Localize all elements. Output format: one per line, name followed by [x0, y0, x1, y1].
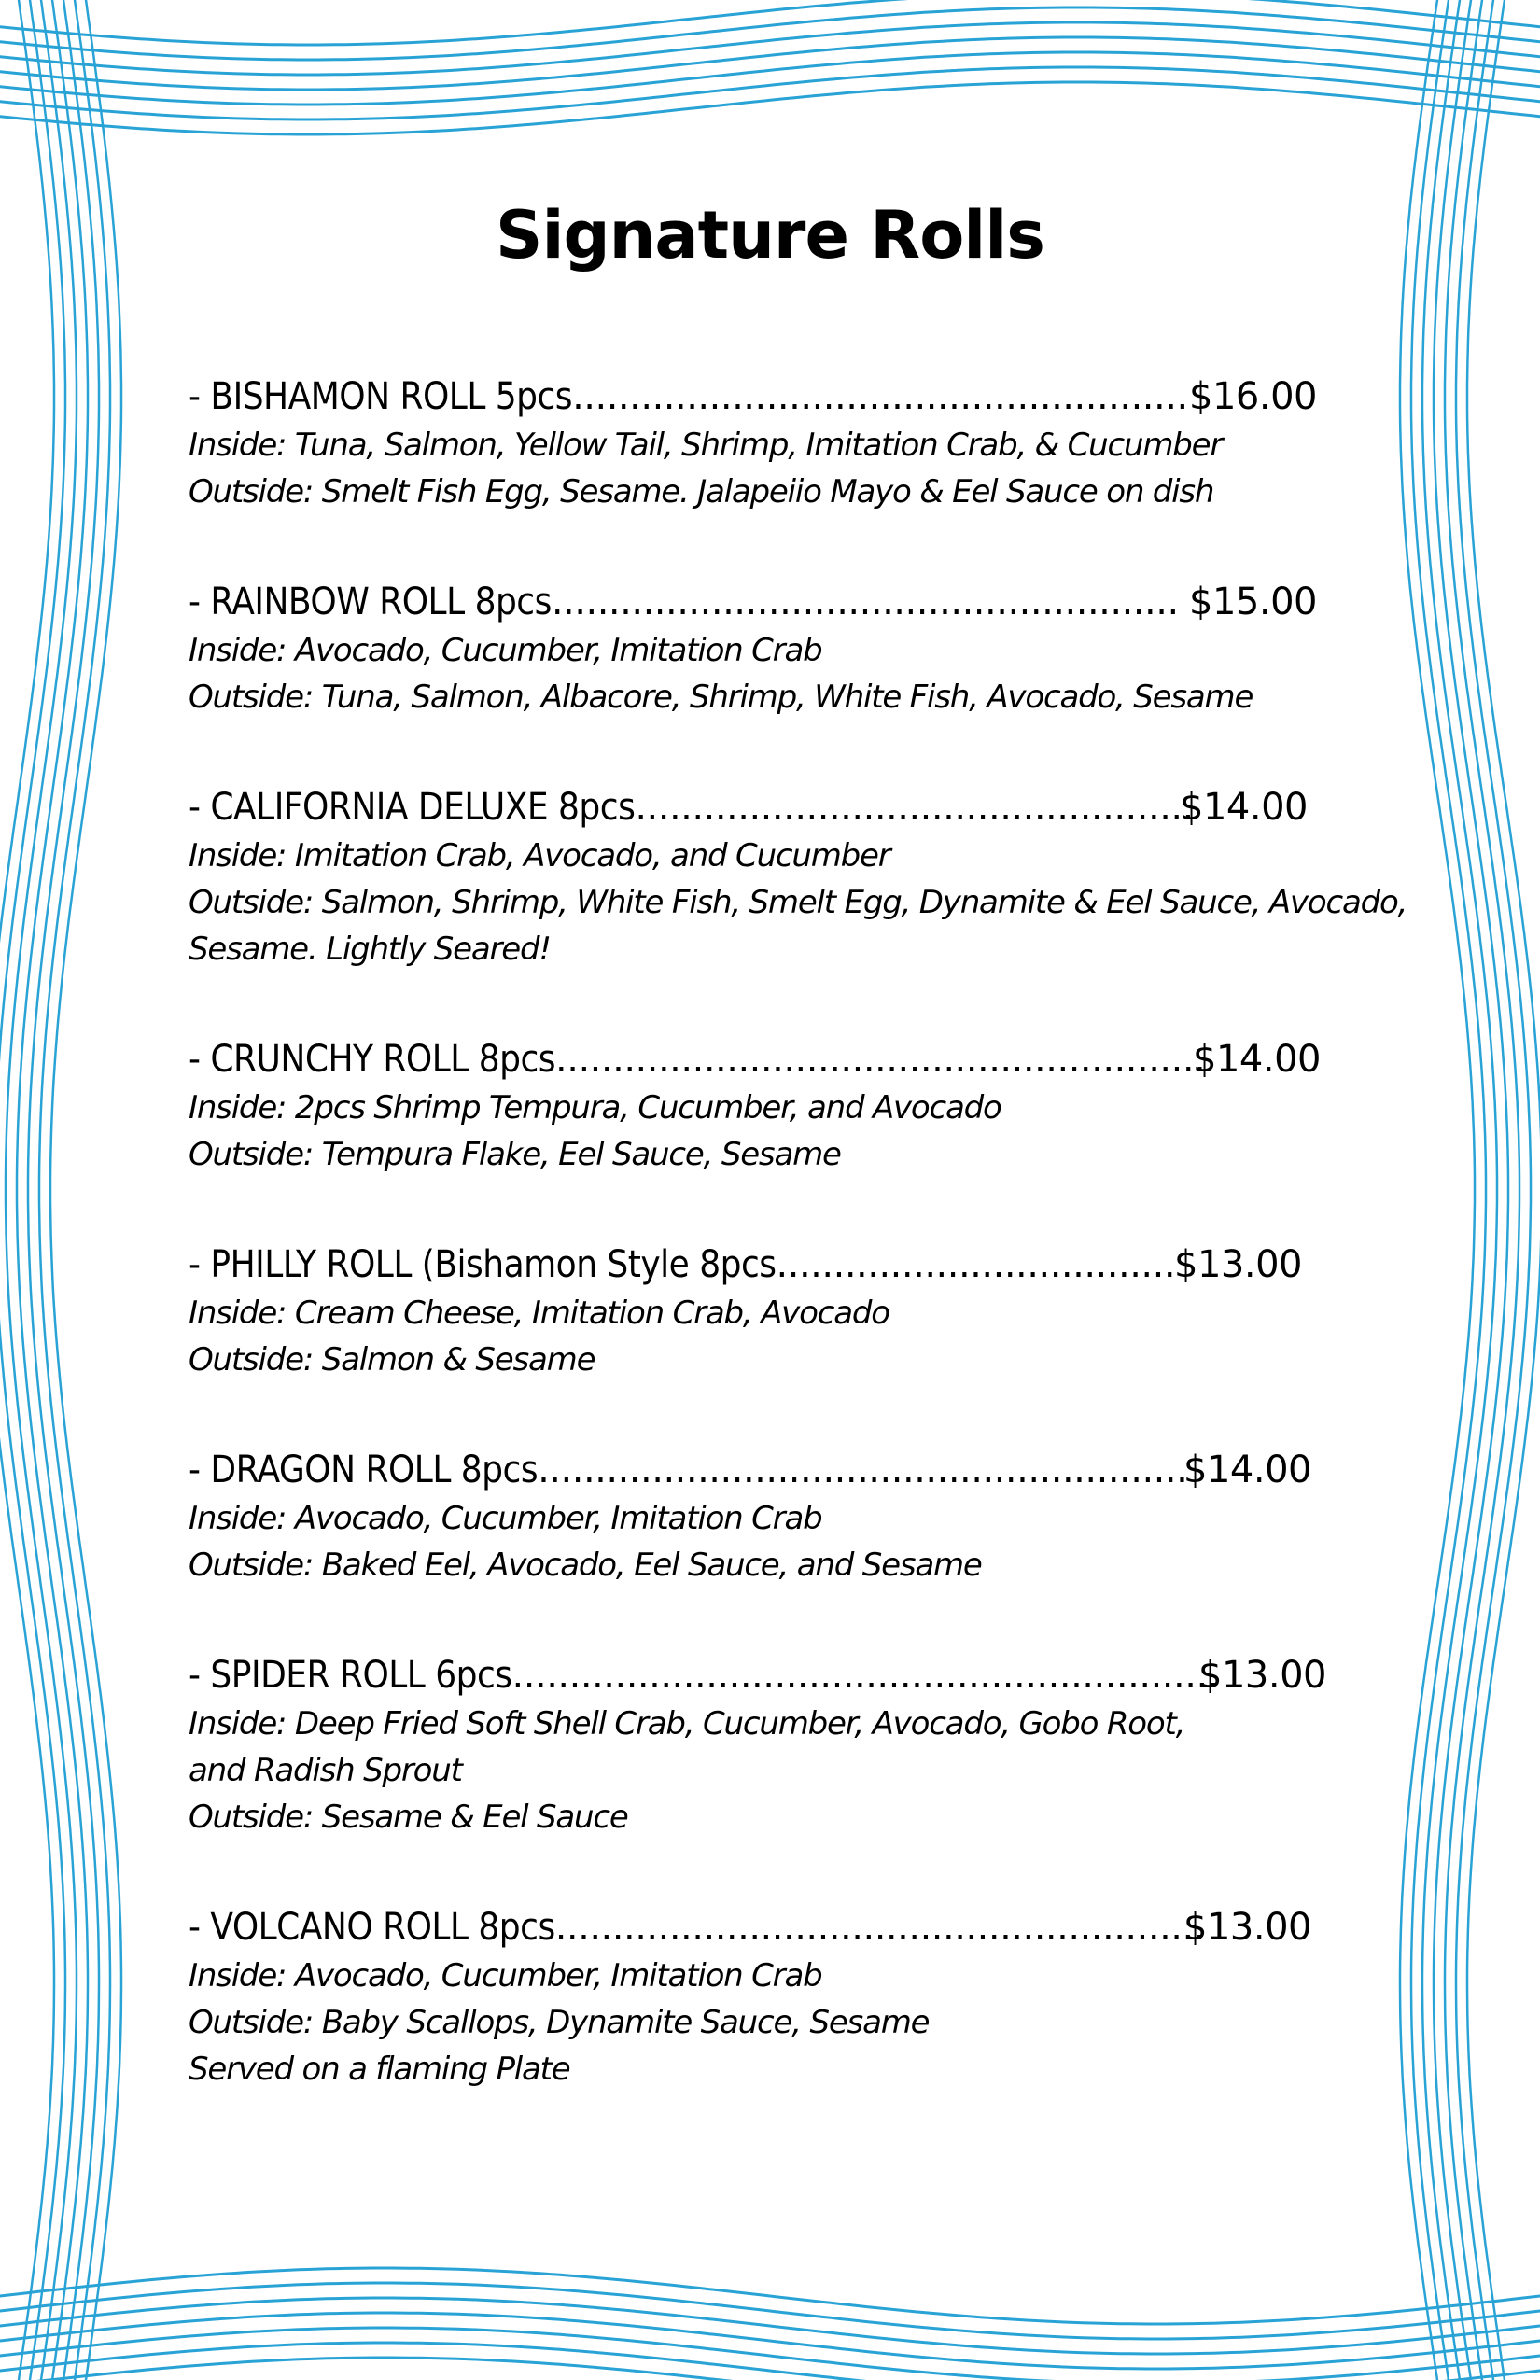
- item-leader-dots: .........................................................: [554, 1906, 1205, 1949]
- item-name: - VOLCANO ROLL 8pcs: [189, 1906, 555, 1949]
- item-leader-dots: ......................................................: [572, 375, 1188, 418]
- item-description-line: Outside: Tuna, Salmon, Albacore, Shrimp, White Fish, Avocado, Sesame: [189, 679, 1253, 716]
- item-leader-dots: .........................................................: [538, 1449, 1188, 1491]
- menu-item: [189, 1650, 1326, 1841]
- item-price: $13.00: [1183, 1906, 1311, 1949]
- item-leader-dots: .......................................................: [551, 581, 1179, 623]
- item-description-line: Outside: Smelt Fish Egg, Sesame. Jalapeiio Mayo & Eel Sauce on dish: [189, 473, 1214, 511]
- menu-item: [189, 371, 1317, 515]
- item-description-line: and Radish Sprout: [189, 1752, 462, 1789]
- item-header: [189, 1239, 1302, 1290]
- item-leader-dots: ..............................................................: [511, 1654, 1219, 1697]
- item-description-line: Outside: Tempura Flake, Eel Sauce, Sesame: [189, 1136, 841, 1173]
- item-price: $14.00: [1193, 1038, 1321, 1081]
- menu-item: [189, 1034, 1321, 1178]
- item-price: $16.00: [1189, 375, 1317, 418]
- page-title: Signature Rolls: [496, 197, 1044, 273]
- item-description-line: Inside: Avocado, Cucumber, Imitation Crab: [189, 632, 822, 669]
- menu-item: [189, 577, 1317, 721]
- item-header: [189, 1445, 1311, 1495]
- item-description-line: Outside: Baby Scallops, Dynamite Sauce, Sesame: [189, 2004, 930, 2041]
- item-header: [189, 782, 1407, 833]
- item-description-line: Outside: Baked Eel, Avocado, Eel Sauce, and Sesame: [189, 1547, 982, 1584]
- item-description-line: Inside: Cream Cheese, Imitation Crab, Avocado: [189, 1295, 889, 1332]
- item-name: - SPIDER ROLL 6pcs: [189, 1654, 512, 1697]
- menu-item: [189, 782, 1407, 973]
- item-price: $15.00: [1189, 581, 1317, 623]
- item-price: $14.00: [1180, 786, 1308, 829]
- item-name: - CALIFORNIA DELUXE 8pcs: [189, 786, 636, 829]
- item-description-line: Inside: Tuna, Salmon, Yellow Tail, Shrimp, Imitation Crab, & Cucumber: [189, 427, 1223, 464]
- item-description-line: Inside: Deep Fried Soft Shell Crab, Cucumber, Avocado, Gobo Root,: [189, 1705, 1185, 1743]
- item-description-line: Sesame. Lightly Seared!: [189, 931, 551, 968]
- item-description-line: Inside: Imitation Crab, Avocado, and Cucumber: [189, 837, 890, 875]
- item-leader-dots: ...................................: [776, 1243, 1176, 1286]
- item-name: - DRAGON ROLL 8pcs: [189, 1449, 539, 1491]
- item-description-line: Inside: Avocado, Cucumber, Imitation Crab: [189, 1500, 822, 1537]
- item-header: [189, 577, 1317, 627]
- item-price: $13.00: [1174, 1243, 1302, 1286]
- item-description-line: Inside: Avocado, Cucumber, Imitation Crab: [189, 1957, 822, 1995]
- item-header: [189, 1034, 1321, 1085]
- item-header: [189, 371, 1317, 422]
- menu-item: [189, 1902, 1311, 2093]
- item-description-line: Outside: Salmon & Sesame: [189, 1341, 595, 1379]
- menu-item: [189, 1239, 1302, 1383]
- item-description-line: Outside: Salmon, Shrimp, White Fish, Smelt Egg, Dynamite & Eel Sauce, Avocado,: [189, 884, 1407, 921]
- item-header: [189, 1650, 1326, 1701]
- item-description-line: Inside: 2pcs Shrimp Tempura, Cucumber, and Avocado: [189, 1089, 1001, 1127]
- item-name: - RAINBOW ROLL 8pcs: [189, 581, 552, 623]
- item-price: $14.00: [1183, 1449, 1311, 1491]
- item-name: - BISHAMON ROLL 5pcs: [189, 375, 573, 418]
- item-price: $13.00: [1198, 1654, 1326, 1697]
- item-description-line: Outside: Sesame & Eel Sauce: [189, 1799, 628, 1836]
- menu-item: [189, 1445, 1311, 1589]
- item-name: - PHILLY ROLL (Bishamon Style 8pcs: [189, 1243, 777, 1286]
- item-header: [189, 1902, 1311, 1953]
- item-description-line: Served on a flaming Plate: [189, 2051, 570, 2088]
- item-leader-dots: .........................................................: [555, 1038, 1206, 1081]
- item-name: - CRUNCHY ROLL 8pcs: [189, 1038, 556, 1081]
- item-leader-dots: .................................................: [635, 786, 1194, 829]
